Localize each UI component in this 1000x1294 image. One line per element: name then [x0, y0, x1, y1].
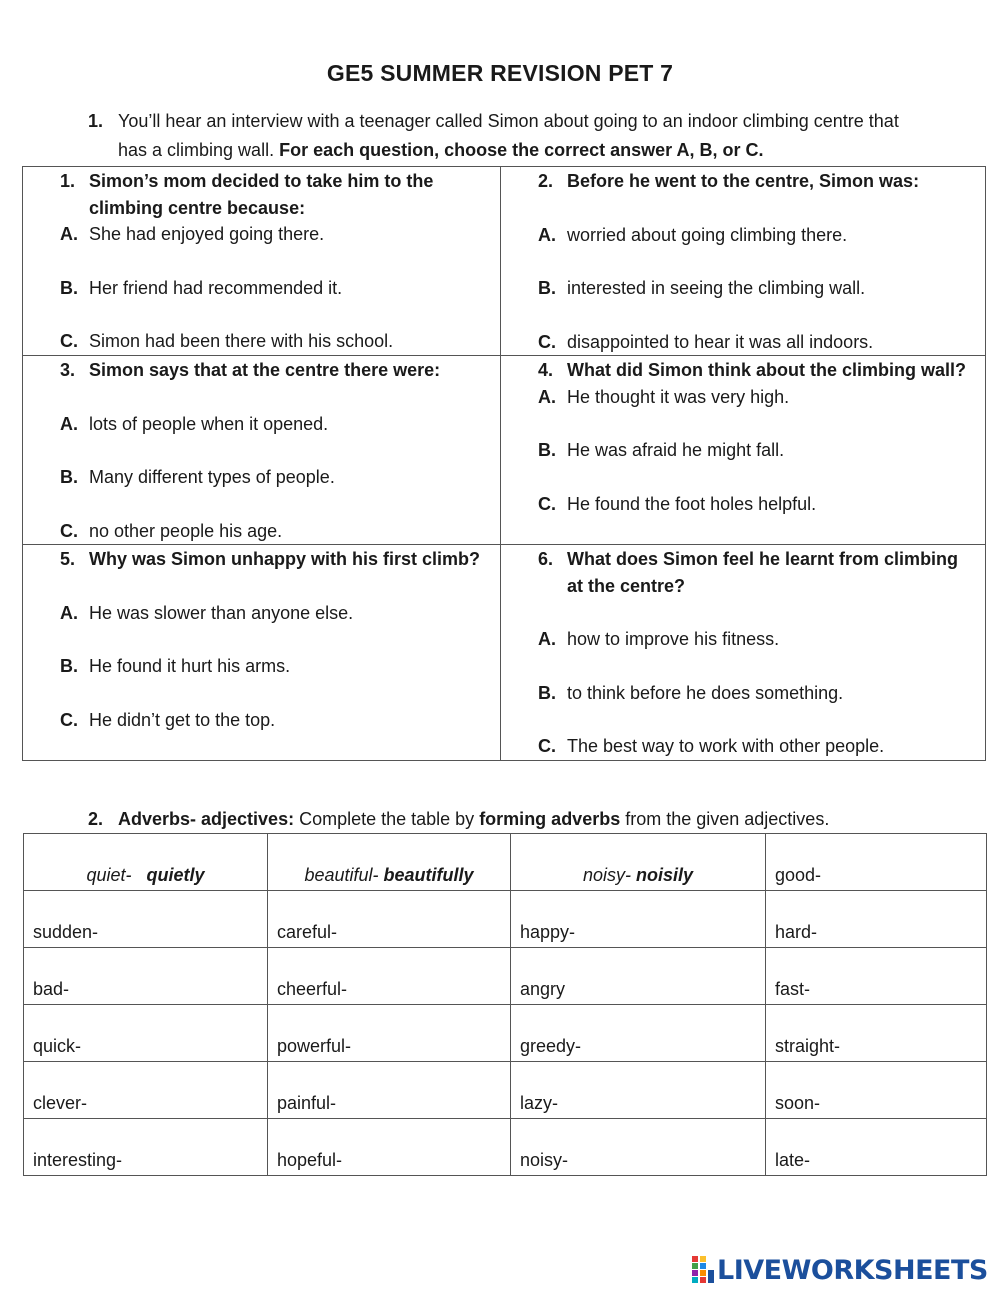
option-text[interactable]: Many different types of people.: [89, 467, 335, 487]
section2-text-1: Complete the table by: [294, 809, 480, 829]
example-adverb: beautifully: [383, 865, 474, 885]
section2-number: 2.: [88, 809, 104, 829]
option-key: B.: [538, 440, 556, 460]
option-key: A.: [60, 602, 78, 623]
question-number: 4.: [538, 360, 554, 380]
section2-text-bold: forming adverbs: [479, 809, 621, 829]
question-text: What did Simon think about the climbing wall?: [567, 360, 966, 380]
option-text[interactable]: Her friend had recommended it.: [89, 277, 343, 298]
liveworksheets-logo[interactable]: [692, 1254, 988, 1286]
option-text[interactable]: how to improve his fitness.: [567, 629, 780, 649]
adjective-cell[interactable]: cheerful-: [268, 948, 511, 1005]
option-key: B.: [60, 277, 78, 298]
question-cell: [501, 167, 986, 356]
option-text[interactable]: He found it hurt his arms.: [89, 656, 291, 676]
adjective-cell[interactable]: straight-: [766, 1005, 987, 1062]
example-adjective: beautiful-: [304, 865, 379, 885]
section1-instruction: [88, 107, 928, 165]
example-adverb: noisily: [636, 865, 694, 885]
option-key: C.: [60, 709, 78, 730]
section2-instruction: [88, 805, 928, 834]
adjective-cell[interactable]: clever-: [24, 1062, 268, 1119]
question-cell: [23, 545, 501, 761]
question-cell: [23, 356, 501, 545]
adjective-cell[interactable]: soon-: [766, 1062, 987, 1119]
option-key: C.: [538, 331, 556, 352]
section2-text-2: from the given adjectives.: [620, 809, 830, 829]
option-text[interactable]: She had enjoyed going there.: [89, 224, 325, 244]
option-key: A.: [538, 386, 556, 407]
adjective-cell[interactable]: bad-: [24, 948, 268, 1005]
adjective-cell[interactable]: hard-: [766, 891, 987, 948]
adjective-cell[interactable]: powerful-: [268, 1005, 511, 1062]
question-text: Why was Simon unhappy with his first climb?: [89, 549, 481, 569]
question-text: Simon says that at the centre there were:: [89, 360, 441, 380]
question-cell: [501, 545, 986, 761]
option-text[interactable]: interested in seeing the climbing wall.: [567, 278, 866, 298]
option-text[interactable]: He didn’t get to the top.: [89, 709, 276, 730]
example-cell: [268, 834, 511, 891]
adjective-cell[interactable]: hopeful-: [268, 1119, 511, 1176]
adjective-cell[interactable]: noisy-: [511, 1119, 766, 1176]
option-key: C.: [60, 520, 78, 541]
adjective-cell[interactable]: sudden-: [24, 891, 268, 948]
option-key: B.: [60, 467, 78, 487]
option-text[interactable]: lots of people when it opened.: [89, 413, 329, 434]
listening-questions-table: [22, 166, 986, 761]
option-key: C.: [538, 736, 556, 756]
adjective-cell[interactable]: happy-: [511, 891, 766, 948]
example-adjective: noisy-: [582, 865, 631, 885]
adjective-cell[interactable]: angry: [511, 948, 766, 1005]
option-key: A.: [60, 413, 78, 434]
example-cell: [24, 834, 268, 891]
logo-blocks-icon: [692, 1256, 714, 1284]
adjective-cell[interactable]: interesting-: [24, 1119, 268, 1176]
example-adverb: quietly: [146, 865, 205, 885]
question-number: 1.: [60, 171, 76, 191]
adjective-cell[interactable]: late-: [766, 1119, 987, 1176]
option-text[interactable]: no other people his age.: [89, 520, 283, 541]
question-number: 3.: [60, 360, 76, 380]
question-number: 5.: [60, 549, 76, 569]
question-number: 6.: [538, 549, 554, 569]
option-text[interactable]: He thought it was very high.: [567, 386, 790, 407]
option-key: A.: [538, 224, 556, 245]
question-cell: [23, 167, 501, 356]
option-text[interactable]: to think before he does something.: [567, 682, 844, 703]
option-text[interactable]: He was slower than anyone else.: [89, 602, 354, 623]
adjective-cell[interactable]: careful-: [268, 891, 511, 948]
example-adjective: quiet-: [86, 865, 132, 885]
question-text: What does Simon feel he learnt from climbing at the centre?: [567, 549, 959, 596]
section1-instruction-text: You’ll hear an interview with a teenager called Simon about going to an indoor climbing centre that has a climbing wall.: [118, 111, 899, 160]
adverbs-table: [23, 833, 987, 1176]
adjective-cell[interactable]: greedy-: [511, 1005, 766, 1062]
option-key: B.: [538, 682, 556, 703]
option-key: B.: [538, 278, 556, 298]
adjective-cell[interactable]: painful-: [268, 1062, 511, 1119]
example-cell: [511, 834, 766, 891]
option-key: C.: [538, 493, 556, 514]
option-key: C.: [60, 331, 78, 351]
option-text[interactable]: He was afraid he might fall.: [567, 440, 785, 460]
question-cell: [501, 356, 986, 545]
section2-label: Adverbs- adjectives:: [118, 809, 295, 829]
adjective-cell[interactable]: fast-: [766, 948, 987, 1005]
page-title: GE5 SUMMER REVISION PET 7: [326, 60, 674, 86]
logo-text: LIVEWORKSHEETS: [717, 1254, 988, 1286]
adjective-cell[interactable]: good-: [766, 834, 987, 891]
adjective-cell[interactable]: quick-: [24, 1005, 268, 1062]
option-text[interactable]: He found the foot holes helpful.: [567, 493, 817, 514]
section1-number: 1.: [88, 111, 104, 131]
option-text[interactable]: The best way to work with other people.: [567, 736, 885, 756]
option-text[interactable]: Simon had been there with his school.: [89, 331, 394, 351]
section1-instruction-bold: For each question, choose the correct answer A, B, or C.: [279, 140, 764, 160]
question-text: Before he went to the centre, Simon was:: [567, 171, 920, 191]
option-key: A.: [60, 224, 78, 244]
option-key: B.: [60, 656, 78, 676]
option-text[interactable]: disappointed to hear it was all indoors.: [567, 331, 874, 352]
option-text[interactable]: worried about going climbing there.: [567, 224, 848, 245]
adjective-cell[interactable]: lazy-: [511, 1062, 766, 1119]
question-text: Simon’s mom decided to take him to the climbing centre because:: [89, 171, 434, 218]
option-key: A.: [538, 629, 556, 649]
question-number: 2.: [538, 171, 554, 191]
